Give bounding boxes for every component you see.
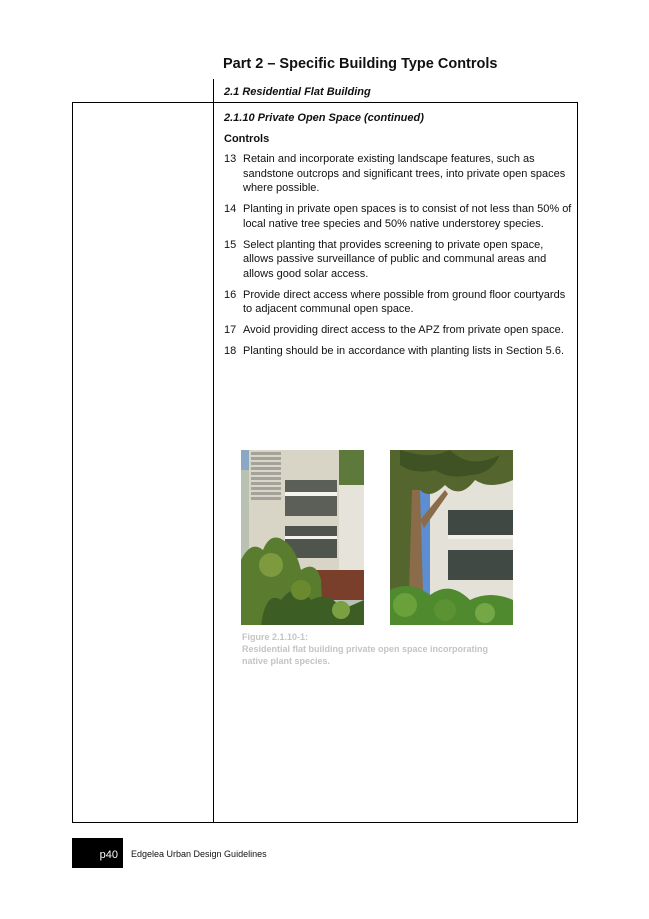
item-text: Planting should be in accordance with planting lists in Section 5.6.	[243, 345, 565, 357]
figure-caption-text: Residential flat building private open space incorporating native plant species.	[242, 644, 489, 666]
footer-title: Edgelea Urban Design Guidelines	[131, 849, 267, 859]
section-heading: 2.1 Residential Flat Building	[224, 86, 371, 98]
page-number: p40	[99, 849, 118, 861]
list-item	[224, 288, 574, 317]
item-number: 15	[224, 238, 237, 251]
item-number: 13	[224, 153, 237, 165]
main-content	[224, 111, 574, 365]
list-item	[224, 202, 574, 231]
controls-heading: Controls	[224, 132, 270, 145]
figure-label: Figure 2.1.10-1:	[242, 632, 309, 642]
controls-list	[224, 152, 574, 359]
building-photo-left	[241, 450, 364, 625]
item-text: Retain and incorporate existing landscape features, such as sandstone outcrops and significant trees, into private open spaces where possible.	[243, 153, 566, 194]
list-item	[224, 323, 574, 338]
subsection-heading: 2.1.10 Private Open Space (continued)	[224, 112, 424, 124]
item-text: Planting in private open spaces is to consist of not less than 50% of local native tree species and 50% native understorey species.	[243, 203, 572, 230]
list-item	[224, 152, 574, 196]
list-item	[224, 344, 574, 359]
building-photo-right	[390, 450, 513, 625]
list-item	[224, 238, 574, 282]
item-text: Avoid providing direct access to the APZ from private open space.	[243, 324, 564, 336]
page-title: Part 2 – Specific Building Type Controls	[223, 56, 498, 72]
item-text: Provide direct access where possible from ground floor courtyards to adjacent communal open space.	[243, 288, 566, 315]
page-number-box	[72, 838, 123, 868]
item-number: 16	[224, 288, 237, 301]
item-text: Select planting that provides screening to private open space, allows passive surveillance of public and communal areas and allows good solar access.	[243, 238, 547, 280]
item-number: 18	[224, 345, 237, 357]
item-number: 14	[224, 203, 237, 215]
column-divider-top	[213, 79, 214, 102]
figure-caption	[242, 631, 512, 667]
item-number: 17	[224, 324, 237, 336]
column-divider	[213, 102, 214, 823]
